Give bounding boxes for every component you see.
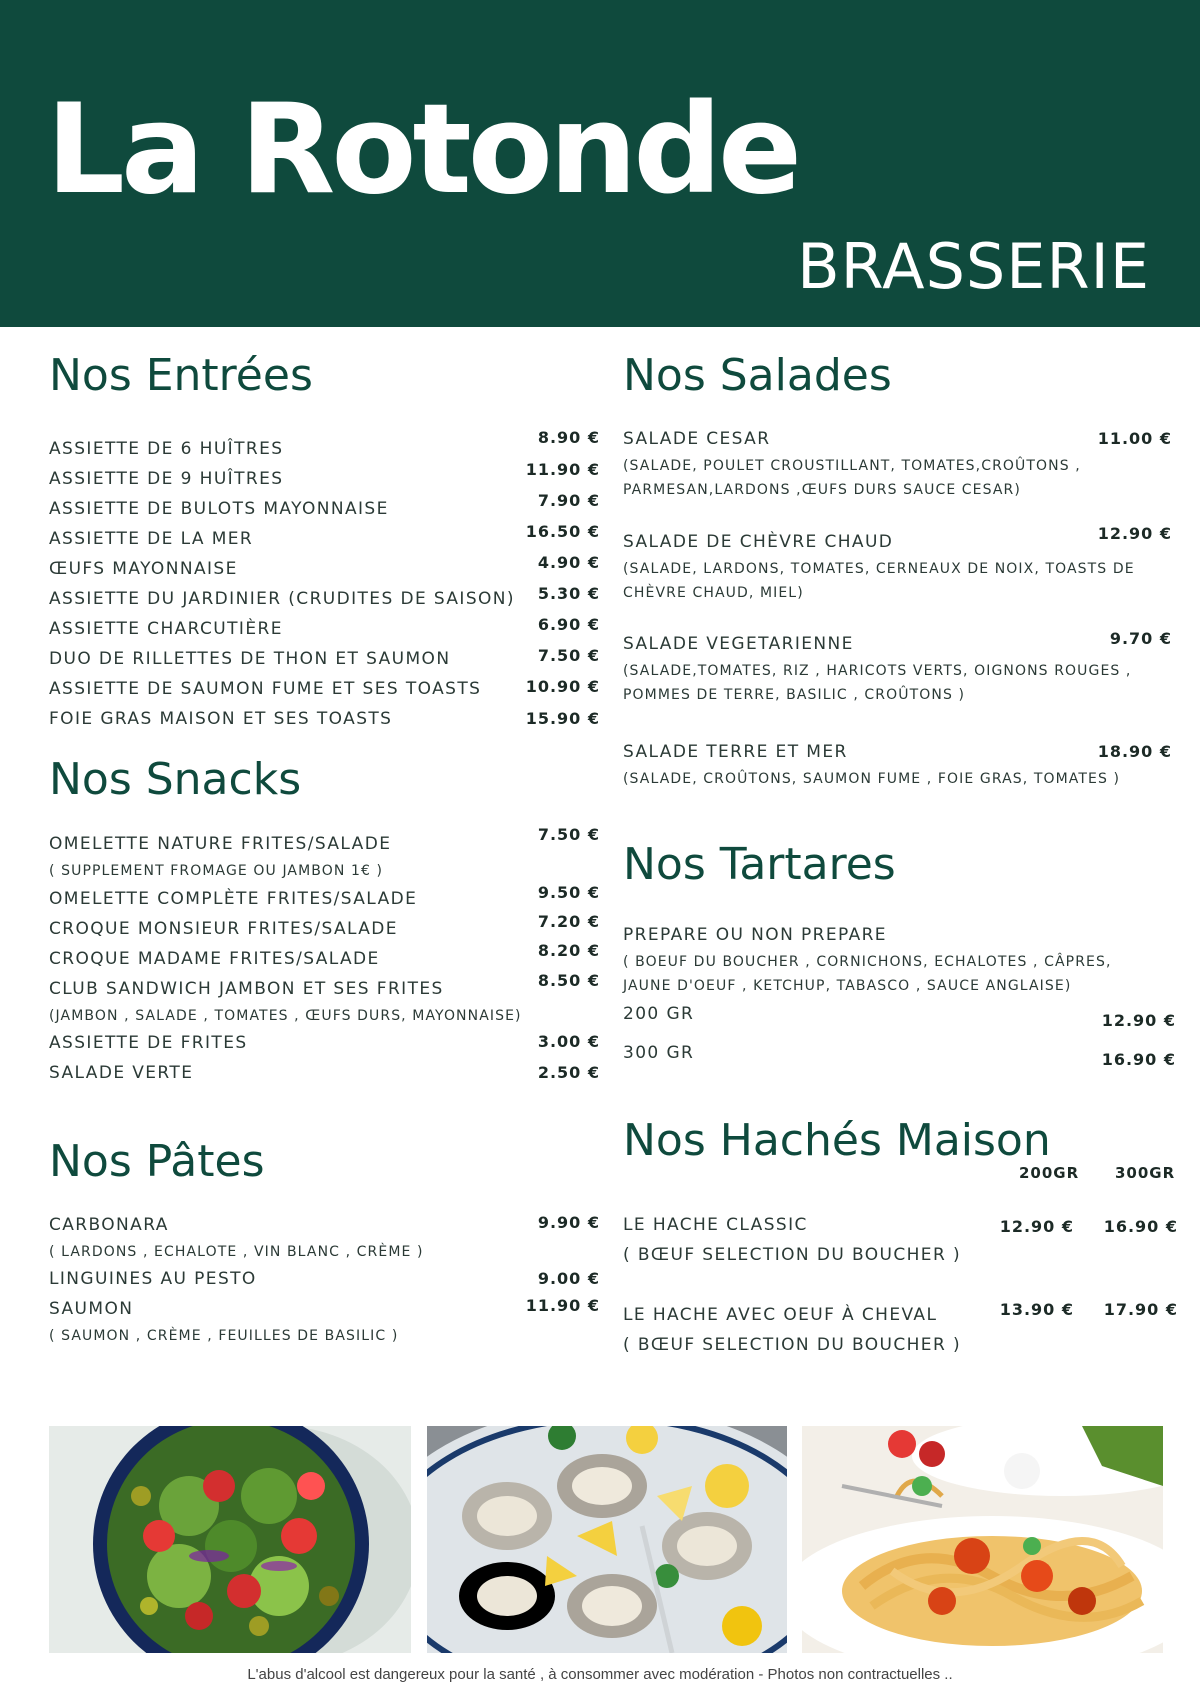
item-note: POMMES DE TERRE, BASILIC , CROÛTONS )	[623, 687, 966, 703]
item-name: SALADE VERTE	[49, 1063, 194, 1083]
item-name: LE HACHE AVEC OEUF À CHEVAL	[623, 1305, 938, 1325]
item-name: LE HACHE CLASSIC	[623, 1215, 808, 1235]
oysters-photo	[427, 1426, 787, 1653]
oysters-platter-icon	[427, 1426, 787, 1653]
item-price: 8.50 €	[537, 971, 600, 990]
item-note: ( SAUMON , CRÈME , FEUILLES DE BASILIC )	[49, 1328, 399, 1344]
item-name: SAUMON	[49, 1299, 134, 1319]
item-price: 7.50 €	[537, 646, 600, 665]
item-name: ASSIETTE DE 9 HUÎTRES	[49, 469, 284, 489]
spaghetti-plate-icon	[802, 1426, 1163, 1653]
item-name: ASSIETTE DE LA MER	[49, 529, 254, 549]
item-price-300gr: 17.90 €	[1103, 1300, 1178, 1319]
item-note: ( LARDONS , ECHALOTE , VIN BLANC , CRÈME )	[49, 1244, 424, 1260]
item-name: ASSIETTE DE SAUMON FUME ET SES TOASTS	[49, 679, 482, 699]
item-name: 200 GR	[623, 1004, 695, 1024]
item-name: ASSIETTE DE FRITES	[49, 1033, 248, 1053]
item-price: 11.90 €	[525, 1296, 600, 1315]
item-name: OMELETTE NATURE FRITES/SALADE	[49, 834, 392, 854]
item-price: 10.90 €	[525, 677, 600, 696]
item-price: 11.90 €	[525, 460, 600, 479]
item-name: PREPARE OU NON PREPARE	[623, 925, 887, 945]
item-name: CROQUE MADAME FRITES/SALADE	[49, 949, 380, 969]
item-name: ŒUFS MAYONNAISE	[49, 559, 238, 579]
item-name: DUO DE RILLETTES DE THON ET SAUMON	[49, 649, 451, 669]
item-price: 7.20 €	[537, 912, 600, 931]
header-banner	[0, 0, 1200, 327]
item-price: 12.90 €	[1101, 1011, 1176, 1030]
item-note: JAUNE D'OEUF , KETCHUP, TABASCO , SAUCE ANGLAISE)	[623, 978, 1072, 994]
item-price: 2.50 €	[537, 1063, 600, 1082]
salad-photo	[49, 1426, 411, 1653]
item-price: 7.50 €	[537, 825, 600, 844]
item-price: 9.50 €	[537, 883, 600, 902]
item-name: FOIE GRAS MAISON ET SES TOASTS	[49, 709, 393, 729]
item-price: 9.70 €	[1109, 629, 1172, 648]
item-price-200gr: 13.90 €	[999, 1300, 1074, 1319]
item-name: SALADE VEGETARIENNE	[623, 634, 854, 654]
section-title-haches: Nos Hachés Maison	[623, 1115, 1051, 1166]
item-price: 15.90 €	[525, 709, 600, 728]
salad-bowl-icon	[49, 1426, 411, 1653]
item-name: 300 GR	[623, 1043, 695, 1063]
item-note: CHÈVRE CHAUD, MIEL)	[623, 585, 804, 601]
item-name: CLUB SANDWICH JAMBON ET SES FRITES	[49, 979, 444, 999]
item-price: 16.50 €	[525, 522, 600, 541]
item-note: ( SUPPLEMENT FROMAGE OU JAMBON 1€ )	[49, 863, 384, 879]
item-price: 11.00 €	[1097, 429, 1172, 448]
item-note: (SALADE, CROÛTONS, SAUMON FUME , FOIE GRAS, TOMATES )	[623, 771, 1121, 787]
column-header-200gr: 200GR	[1019, 1164, 1080, 1182]
item-name: ASSIETTE DU JARDINIER (CRUDITES DE SAISON)	[49, 589, 515, 609]
restaurant-type: BRASSERIE	[797, 230, 1150, 303]
item-name: ASSIETTE DE 6 HUÎTRES	[49, 439, 284, 459]
item-price: 9.00 €	[537, 1269, 600, 1288]
item-price-300gr: 16.90 €	[1103, 1217, 1178, 1236]
section-title-pates: Nos Pâtes	[49, 1136, 265, 1187]
item-name: SALADE CESAR	[623, 429, 771, 449]
column-header-300gr: 300GR	[1115, 1164, 1176, 1182]
item-note: (SALADE,TOMATES, RIZ , HARICOTS VERTS, OIGNONS ROUGES ,	[623, 663, 1132, 679]
item-name: ASSIETTE CHARCUTIÈRE	[49, 619, 283, 639]
item-name: SALADE TERRE ET MER	[623, 742, 848, 762]
item-note: (JAMBON , SALADE , TOMATES , ŒUFS DURS, MAYONNAISE)	[49, 1008, 522, 1024]
item-note: (SALADE, LARDONS, TOMATES, CERNEAUX DE NOIX, TOASTS DE	[623, 561, 1135, 577]
item-price: 7.90 €	[537, 491, 600, 510]
section-title-entrees: Nos Entrées	[49, 350, 313, 401]
section-title-salades: Nos Salades	[623, 350, 892, 401]
section-title-snacks: Nos Snacks	[49, 754, 302, 805]
pasta-photo	[802, 1426, 1163, 1653]
section-title-tartares: Nos Tartares	[623, 839, 896, 890]
item-price: 18.90 €	[1097, 742, 1172, 761]
item-price: 16.90 €	[1101, 1050, 1176, 1069]
item-name: ASSIETTE DE BULOTS MAYONNAISE	[49, 499, 389, 519]
item-note: ( BŒUF SELECTION DU BOUCHER )	[623, 1335, 961, 1355]
item-note: ( BŒUF SELECTION DU BOUCHER )	[623, 1245, 961, 1265]
restaurant-name: La Rotonde	[46, 78, 799, 222]
item-price: 5.30 €	[537, 584, 600, 603]
item-name: LINGUINES AU PESTO	[49, 1269, 257, 1289]
item-price: 3.00 €	[537, 1032, 600, 1051]
item-price: 9.90 €	[537, 1213, 600, 1232]
item-name: OMELETTE COMPLÈTE FRITES/SALADE	[49, 889, 418, 909]
item-name: CARBONARA	[49, 1215, 169, 1235]
item-price-200gr: 12.90 €	[999, 1217, 1074, 1236]
item-price: 8.90 €	[537, 428, 600, 447]
item-price: 4.90 €	[537, 553, 600, 572]
item-price: 6.90 €	[537, 615, 600, 634]
item-name: CROQUE MONSIEUR FRITES/SALADE	[49, 919, 398, 939]
item-note: (SALADE, POULET CROUSTILLANT, TOMATES,CROÛTONS ,	[623, 458, 1081, 474]
item-price: 12.90 €	[1097, 524, 1172, 543]
item-note: PARMESAN,LARDONS ,ŒUFS DURS SAUCE CESAR)	[623, 482, 1021, 498]
item-name: SALADE DE CHÈVRE CHAUD	[623, 532, 894, 552]
item-note: ( BOEUF DU BOUCHER , CORNICHONS, ECHALOTES , CÂPRES,	[623, 954, 1112, 970]
item-price: 8.20 €	[537, 941, 600, 960]
footer-disclaimer: L'abus d'alcool est dangereux pour la santé , à consommer avec modération - Photos non contractuelles ..	[247, 1666, 953, 1683]
